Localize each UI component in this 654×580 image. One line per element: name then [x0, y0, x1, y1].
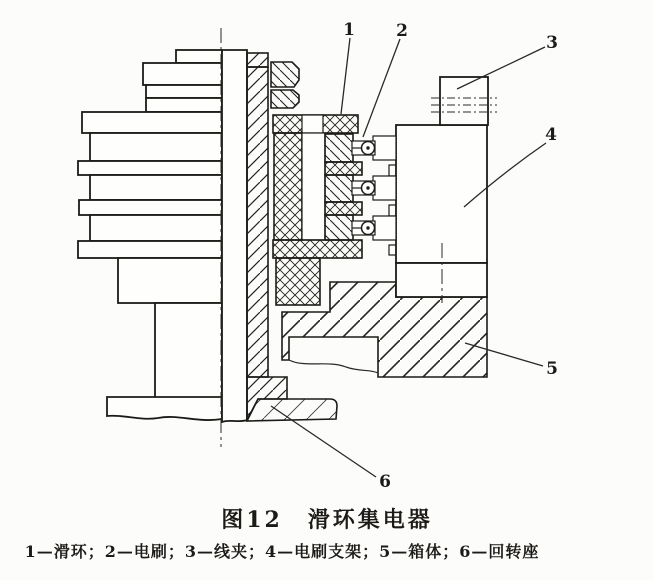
- brush-unit-3: [352, 216, 396, 240]
- insulation-sleeve: [274, 133, 302, 240]
- rotary-base-flange: [247, 399, 337, 421]
- insulation-block: [276, 258, 320, 305]
- insulation-base-band: [273, 240, 362, 258]
- figure-caption-legend: 1—滑环；2—电刷；3—线夹；4—电刷支架；5—箱体；6—回转座: [24, 542, 540, 561]
- pedestal-base-bar: [107, 397, 222, 420]
- callout-2: 2: [396, 21, 408, 41]
- cap-key-gap: [302, 115, 323, 133]
- brush-unit-1: [352, 136, 396, 160]
- callout-6: 6: [379, 472, 391, 492]
- leader-line-3: [457, 47, 545, 89]
- callout-1: 1: [343, 20, 355, 40]
- slip-ring-2: [325, 175, 353, 202]
- wire-clamp: [431, 77, 497, 125]
- slip-ring-1: [325, 134, 353, 162]
- callout-5: 5: [546, 359, 558, 379]
- insulation-spacer-1: [325, 162, 362, 175]
- insulation-spacer-2: [325, 202, 362, 215]
- slip-ring-stack-exterior: [78, 50, 222, 258]
- callout-4: 4: [545, 125, 557, 145]
- ring-carrier-strip: [302, 133, 325, 240]
- support-pedestal: [107, 258, 222, 420]
- break-line: [289, 360, 378, 373]
- figure-caption-title: 图12 滑环集电器: [221, 507, 433, 533]
- leader-line-1: [341, 38, 350, 114]
- callout-3: 3: [546, 33, 558, 53]
- brush-unit-2: [352, 176, 396, 200]
- clamp-nuts: [271, 62, 299, 108]
- slip-ring-3: [325, 215, 353, 240]
- leader-line-2: [363, 39, 400, 137]
- center-shaft: [222, 50, 247, 422]
- slip-ring-section: [273, 115, 362, 305]
- brush-bracket: [389, 125, 487, 303]
